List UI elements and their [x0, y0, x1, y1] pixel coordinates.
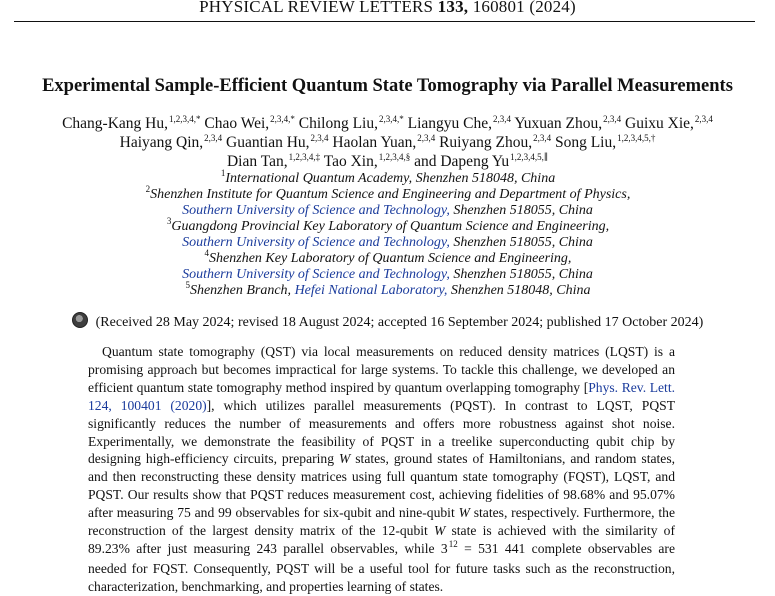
affiliation-3-cont: Southern University of Science and Technology, Shenzhen 518055, China	[182, 235, 593, 250]
journal-year: (2024)	[529, 0, 576, 16]
reference-link[interactable]: Phys. Rev. Lett. 124, 100401 (2020)	[88, 379, 676, 413]
received-dates: (Received 28 May 2024; revised 18 August 2024; accepted 16 September 2024; published 17 October 2024)	[95, 315, 704, 330]
abstract	[88, 343, 675, 596]
author-line-3	[0, 153, 775, 171]
author[interactable]: Yuxuan Zhou,$^{2,3,4}$	[514, 114, 622, 132]
author[interactable]: Haiyang Qin,$^{2,3,4}$	[119, 133, 223, 151]
author-line-1	[0, 115, 775, 133]
author[interactable]: Song Liu,$^{1,2,3,4,5,\dagger}$	[554, 133, 656, 151]
journal-volume: 133,	[437, 0, 469, 16]
article-id: 160801	[472, 0, 525, 16]
publication-history	[0, 312, 775, 331]
university-link[interactable]: Southern University of Science and Technology,	[182, 267, 450, 282]
abstract-paragraph: Quantum state tomography (QST) via local measurements on reduced density matrices (LQST) is a promising approach but becomes impractical for large systems. To tackle this challenge, we developed an efficient quantum state tomography method inspired by quantum overlapping tomography [Phys. Rev. Lett. 124, 100401 (2020)], which utilizes parallel measurements (PQST). In contrast to LQST, PQST significantly reduces the number of measurements and offers more robustness against shot noise. Experimentally, we demonstrate the feasibility of PQST in a treelike superconducting qubit chip by designing high-efficiency circuits, preparing W states, ground states of Hamiltonians, and random states, and then reconstructing these density matrices using full quantum state tomography (FQST), LQST, and PQST. Our results show that PQST reduces measurement cost, achieving fidelities of 98.68% and 95.07% after measuring 75 and 99 observables for six-qubit and nine-qubit W states, respectively. Furthermore, the reconstruction of the largest density matrix of the 12-qubit W state is achieved with the similarity of 89.23% after just measuring 243 parallel observables, while $3^{12} = 531$ 441 complete observables are needed for FQST. Consequently, PQST will be a useful tool for future tasks such as the reconstruction, characterization, benchmarking, and properties learning of states.	[88, 344, 676, 594]
paper-title: Experimental Sample-Efficient Quantum State Tomography via Parallel Measurements	[42, 76, 733, 96]
affiliation-2-cont: Southern University of Science and Technology, Shenzhen 518055, China	[182, 203, 593, 218]
author[interactable]: Chilong Liu,$^{2,3,4,*}$	[298, 114, 404, 132]
author[interactable]: Tao Xin,$^{1,2,3,4,\S}$	[323, 152, 411, 170]
author[interactable]: Haolan Yuan,$^{2,3,4}$	[332, 133, 436, 151]
university-link[interactable]: Southern University of Science and Technology,	[182, 203, 450, 218]
affiliation-3: $^3$Guangdong Provincial Key Laboratory of Quantum Science and Engineering,	[166, 216, 610, 234]
affiliation-2: $^2$Shenzhen Institute for Quantum Science and Engineering and Department of Physics,	[145, 184, 631, 202]
header-rule	[14, 21, 755, 22]
author[interactable]: Liangyu Che,$^{2,3,4}$	[407, 114, 511, 132]
author[interactable]: Ruiyang Zhou,$^{2,3,4}$	[439, 133, 552, 151]
author[interactable]: Chang-Kang Hu,$^{1,2,3,4,*}$	[62, 114, 201, 132]
author[interactable]: Guixu Xie,$^{2,3,4}$	[625, 114, 713, 132]
affiliation-5: $^5$Shenzhen Branch, Hefei National Laboratory, Shenzhen 518048, China	[185, 280, 591, 298]
author[interactable]: and Dapeng $Yu^{1,2,3,4,5,\parallel}$	[414, 152, 549, 170]
affiliation-4: $^4$Shenzhen Key Laboratory of Quantum Science and Engineering,	[204, 248, 572, 266]
affiliation-4-cont: Southern University of Science and Technology, Shenzhen 518055, China	[182, 267, 593, 282]
author[interactable]: Dian Tan,$^{1,2,3,4,\ddagger}$	[226, 152, 321, 170]
author[interactable]: Chao Wei,$^{2,3,4,*}$	[204, 114, 295, 132]
affiliation-1: $^1$International Quantum Academy, Shenzhen 518048, China	[220, 168, 556, 186]
author-line-2	[0, 134, 775, 152]
university-link[interactable]: Southern University of Science and Technology,	[182, 235, 450, 250]
journal-name: PHYSICAL REVIEW LETTERS	[199, 0, 434, 16]
running-head	[0, 0, 775, 17]
creative-commons-icon[interactable]	[72, 312, 88, 328]
author[interactable]: Guantian Hu,$^{2,3,4}$	[226, 133, 329, 151]
lab-link[interactable]: Hefei National Laboratory,	[294, 283, 448, 298]
